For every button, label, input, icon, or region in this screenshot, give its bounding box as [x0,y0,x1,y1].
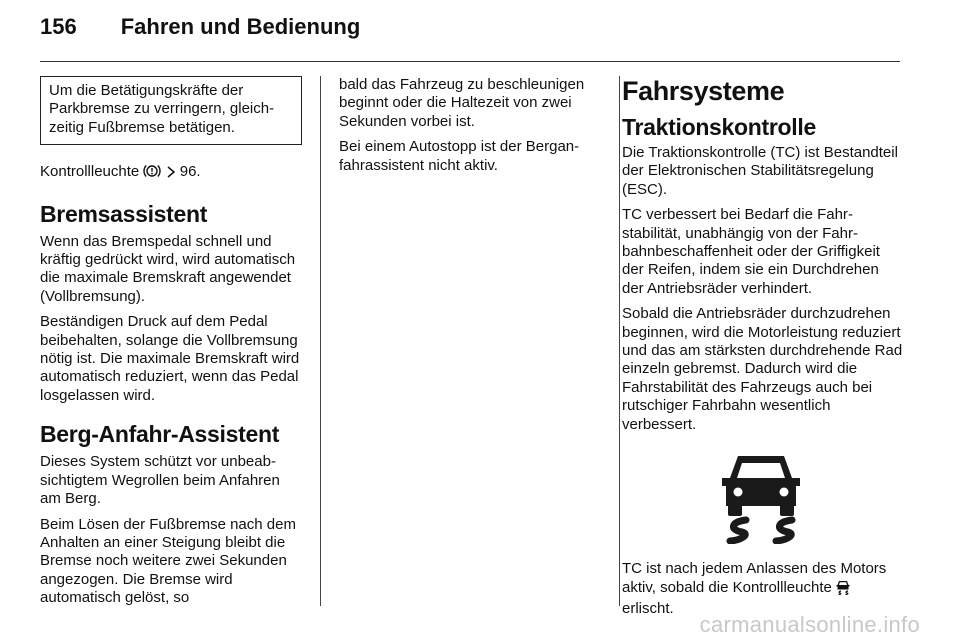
bremsassistent-p1: Wenn das Bremspedal schnell und kräftig gedrückt wird, wird automatisch die maximale Bremskraft angewendet (Vollbremsung). [40,232,296,305]
bremsassistent-p2: Beständigen Druck auf dem Pedal beibehalten, solange die Vollbremsung nötig ist. Die maximale Bremskraft wird automatisch reduziert, wenn das Pedal losgelassen wird. [40,313,300,404]
traction-control-figure [622,446,900,546]
heading-berg-anfahr-assistent: Berg-Anfahr-Assistent [40,421,280,448]
indicator-prefix: Kontrollleuchte [40,163,140,181]
indicator-page: 96. [179,163,201,181]
traction-control-icon [716,448,806,544]
tc-p1: Die Traktionskontrolle (TC) ist Bestandteil der Elektronischen Stabilitätsregelung (ESC). [622,144,898,198]
column-3 [622,76,904,625]
page-reference-icon [166,165,176,184]
note-text: Um die Betätigungskräfte der Parkbremse zu verringern, gleichzeitig Fußbremse betätigen. [49,82,275,136]
tc-p4-end: erlischt. [622,599,674,617]
berg-continued-p2: Bei einem Autostopp ist der Berganfahrassistent nicht aktiv. [339,138,580,174]
indicator-reference [40,163,302,184]
tc-p2: TC verbessert bei Bedarf die Fahrstabilität, unabhängig von der Fahrbahnbeschaffenheit oder der Griffigkeit der Reifen, indem sie ein Durchdrehen der Antriebsräder verhindert. [622,206,880,297]
berg-continued-p1: bald das Fahrzeug zu beschleunigen beginnt oder die Haltezeit von zwei Sekunden vorbei ist. [339,76,585,130]
page-number: 156 [40,14,77,39]
header-rule [40,61,900,62]
column-1 [40,76,302,615]
brake-warning-icon [143,163,161,184]
note-box [40,76,302,145]
tc-p3: Sobald die Antriebsräder durchzudrehen beginnen, wird die Motorleistung reduziert und das am stärksten durchdrehende Rad einzeln gebremst. Dadurch wird die Fahrstabilität des Fahrzeugs auch bei rutschiger Fahrbahn wesentlich verbessert. [622,305,903,433]
heading-fahrsysteme: Fahrsysteme [622,76,785,106]
page-header [40,14,360,40]
traction-control-small-icon [836,580,850,600]
heading-bremsassistent: Bremsassistent [40,200,208,227]
column-2 [339,76,609,182]
column-divider-2 [619,76,620,606]
header-title: Fahren und Bedienung [120,14,361,39]
berg-p2: Beim Lösen der Fußbremse nach dem Anhalten an einer Steigung bleibt die Bremse noch weitere zwei Sekunden angezogen. Die Bremse wird automatisch gelöst, so [40,515,296,607]
tc-p4 [622,560,904,618]
berg-p1: Dieses System schützt vor unbeabsichtigtem Wegrollen beim Anfahren am Berg. [40,453,280,508]
watermark: carmanualsonline.info [699,612,920,637]
column-divider-1 [320,76,321,606]
heading-traktionskontrolle: Traktionskontrolle [622,114,816,140]
tc-p4-text: TC ist nach jedem Anlassen des Motors aktiv, sobald die Kontrollleuchte [622,560,887,596]
